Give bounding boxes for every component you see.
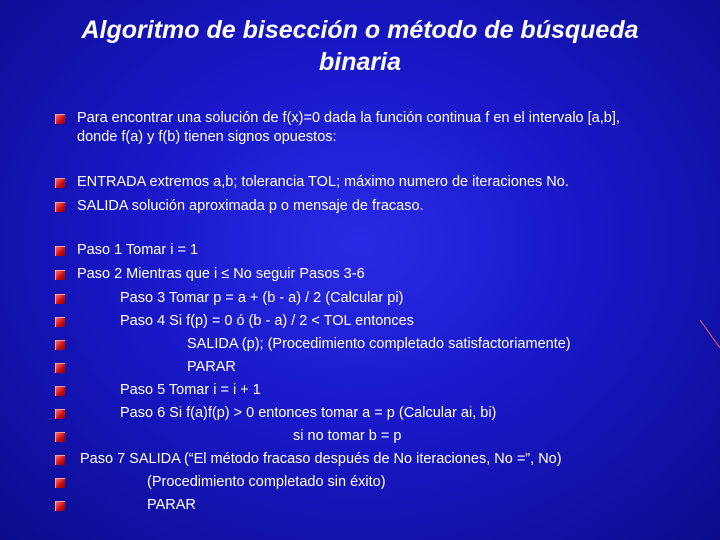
list-item-text: PARAR [187,359,236,375]
list-item-text: (Procedimiento completado sin éxito) [147,474,386,490]
list-item-text: si no tomar b = p [293,428,402,444]
title-line-2: binaria [319,48,401,76]
text-continuation [0,127,720,147]
list-item-text: Paso 4 Si f(p) = 0 ó (b - a) / 2 < TOL entonces [120,313,414,329]
bullet-square-icon [55,202,65,212]
list-item-text: Paso 3 Tomar p = a + (b - a) / 2 (Calcular pi) [120,290,404,306]
bullet-item-entrada [0,172,720,192]
bullet-square-icon [55,340,65,350]
bullet-item-paso-4 [0,311,720,331]
bullet-item-paso-6 [0,403,720,423]
bullet-item-salida-p [0,334,720,354]
bullet-square-icon [55,386,65,396]
list-item-text: Paso 7 SALIDA (“El método fracaso después de No iteraciones, No =”, No) [80,451,562,467]
bullet-item-paso-2 [0,264,720,284]
bullet-square-icon [55,409,65,419]
bullet-item-paso-5 [0,380,720,400]
bullet-item-salida [0,196,720,216]
bullet-item-si-no [0,426,720,446]
bullet-square-icon [55,294,65,304]
decorative-line-icon [700,320,720,370]
bullet-item-parar-2 [0,495,720,515]
slide-title [20,14,700,78]
bullet-square-icon [55,270,65,280]
bullet-square-icon [55,432,65,442]
title-line-1: Algoritmo de bisección o método de búsqueda [81,16,639,44]
bullet-square-icon [55,246,65,256]
list-item-text: PARAR [147,497,196,513]
list-item-text: ENTRADA extremos a,b; tolerancia TOL; máximo numero de iteraciones No. [77,174,569,190]
bullet-square-icon [55,455,65,465]
bullet-square-icon [55,501,65,511]
bullet-square-icon [55,363,65,373]
bullet-square-icon [55,178,65,188]
bullet-square-icon [55,114,65,124]
list-item-text: Paso 5 Tomar i = i + 1 [120,382,261,398]
bullet-item-intro [0,108,720,128]
bullet-item-paso-1 [0,240,720,260]
list-item-text: Para encontrar una solución de f(x)=0 dada la función continua f en el intervalo [a,b], [77,110,620,126]
bullet-item-paso-3 [0,288,720,308]
bullet-item-parar-1 [0,357,720,377]
bullet-square-icon [55,317,65,327]
list-item-text: SALIDA (p); (Procedimiento completado satisfactoriamente) [187,336,571,352]
list-item-text: Paso 2 Mientras que i ≤ No seguir Pasos 3-6 [77,266,365,282]
bullet-square-icon [55,478,65,488]
list-item-text: SALIDA solución aproximada p o mensaje de fracaso. [77,198,424,214]
bullet-item-procedimiento [0,472,720,492]
bullet-item-paso-7 [0,449,720,469]
list-item-text: Paso 6 Si f(a)f(p) > 0 entonces tomar a = p (Calcular ai, bi) [120,405,497,421]
list-item-text: donde f(a) y f(b) tienen signos opuestos: [77,129,337,145]
list-item-text: Paso 1 Tomar i = 1 [77,242,199,258]
